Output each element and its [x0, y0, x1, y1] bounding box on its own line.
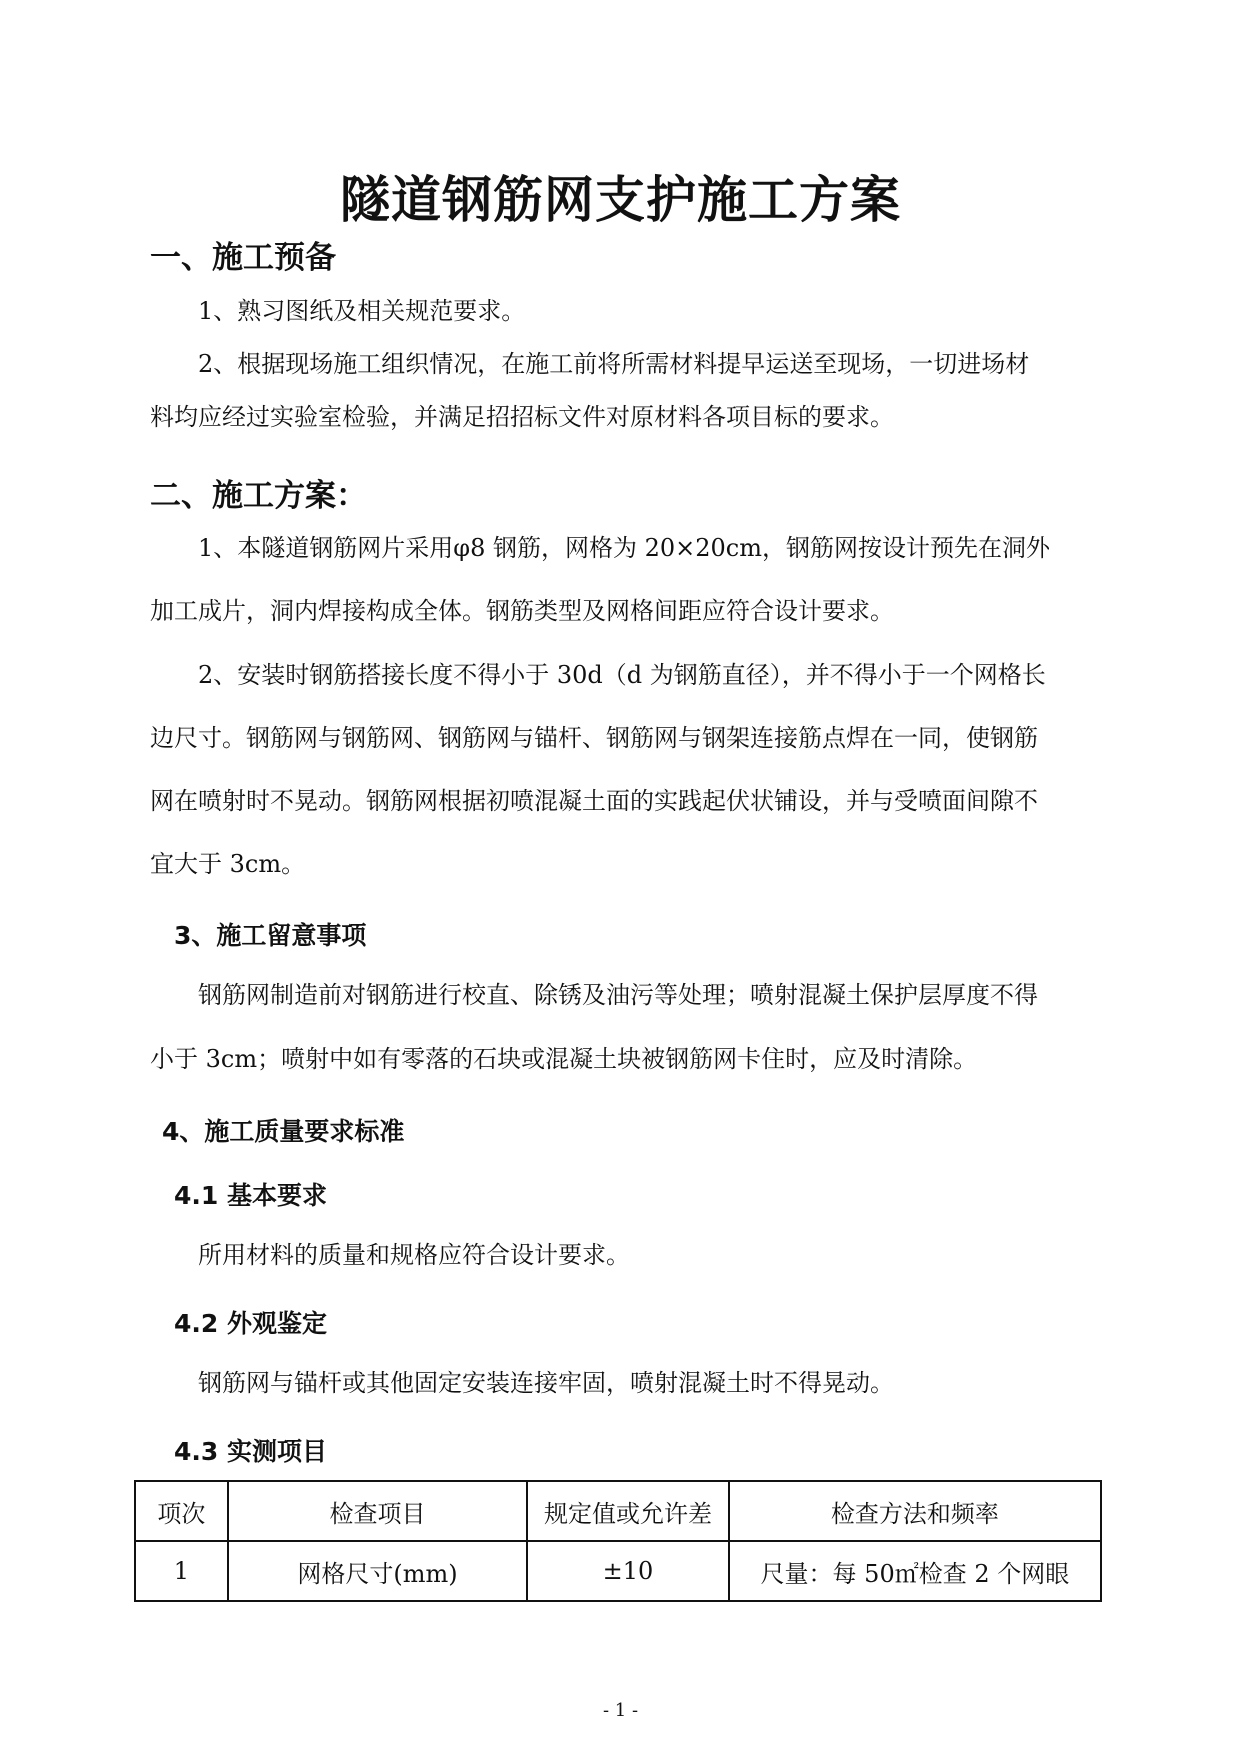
table-cell: 1	[135, 1541, 228, 1601]
table-header-cell: 检查项目	[228, 1481, 527, 1541]
page-number: - 1 -	[602, 1700, 639, 1721]
sub43-heading: 4.3 实测项目	[174, 1437, 327, 1466]
table-cell: ±10	[527, 1541, 729, 1601]
section2-p1-line2: 加工成片，洞内焊接构成全体。钢筋类型及网格间距应符合设计要求。	[150, 597, 894, 625]
section2-p2-line1: 2、安装时钢筋搭接长度不得小于 30d（d 为钢筋直径），并不得小于一个网格长	[198, 661, 1046, 689]
table-row	[135, 1541, 1101, 1601]
inspection-table	[134, 1480, 1102, 1602]
sub3-heading: 3、施工留意事项	[174, 921, 367, 950]
table-cell: 尺量：每 50㎡检查 2 个网眼	[729, 1541, 1101, 1601]
section2-heading: 二、施工方案：	[150, 478, 367, 514]
section2-p2-line4: 宜大于 3cm。	[150, 850, 306, 878]
table-cell: 网格尺寸(mm)	[228, 1541, 527, 1601]
section1-heading: 一、施工预备	[150, 240, 336, 276]
section2-p2-line3: 网在喷射时不晃动。钢筋网根据初喷混凝土面的实践起伏状铺设，并与受喷面间隙不	[150, 787, 1038, 815]
table-header-cell: 规定值或允许差	[527, 1481, 729, 1541]
sub42-text: 钢筋网与锚杆或其他固定安装连接牢固，喷射混凝土时不得晃动。	[198, 1369, 894, 1397]
sub41-heading: 4.1 基本要求	[174, 1181, 327, 1210]
sub41-text: 所用材料的质量和规格应符合设计要求。	[198, 1241, 630, 1269]
table-header-cell: 项次	[135, 1481, 228, 1541]
section2-p1-line1: 1、本隧道钢筋网片采用φ8 钢筋，网格为 20×20cm，钢筋网按设计预先在洞外	[198, 534, 1050, 562]
sub3-line2: 小于 3cm；喷射中如有零落的石块或混凝土块被钢筋网卡住时，应及时清除。	[150, 1045, 978, 1073]
document-title: 隧道钢筋网支护施工方案	[340, 171, 901, 229]
sub4-heading: 4、施工质量要求标准	[162, 1117, 405, 1146]
section1-item2-line1: 2、根据现场施工组织情况，在施工前将所需材料提早运送至现场，一切进场材	[198, 350, 1030, 378]
section1-item1: 1、熟习图纸及相关规范要求。	[198, 297, 526, 325]
table-header-row	[135, 1481, 1101, 1541]
section2-p2-line2: 边尺寸。钢筋网与钢筋网、钢筋网与锚杆、钢筋网与钢架连接筋点焊在一同，使钢筋	[150, 724, 1038, 752]
sub3-line1: 钢筋网制造前对钢筋进行校直、除锈及油污等处理；喷射混凝土保护层厚度不得	[198, 981, 1038, 1009]
table-header-cell: 检查方法和频率	[729, 1481, 1101, 1541]
section1-item2-line2: 料均应经过实验室检验，并满足招招标文件对原材料各项目标的要求。	[150, 403, 894, 431]
sub42-heading: 4.2 外观鉴定	[174, 1309, 327, 1338]
